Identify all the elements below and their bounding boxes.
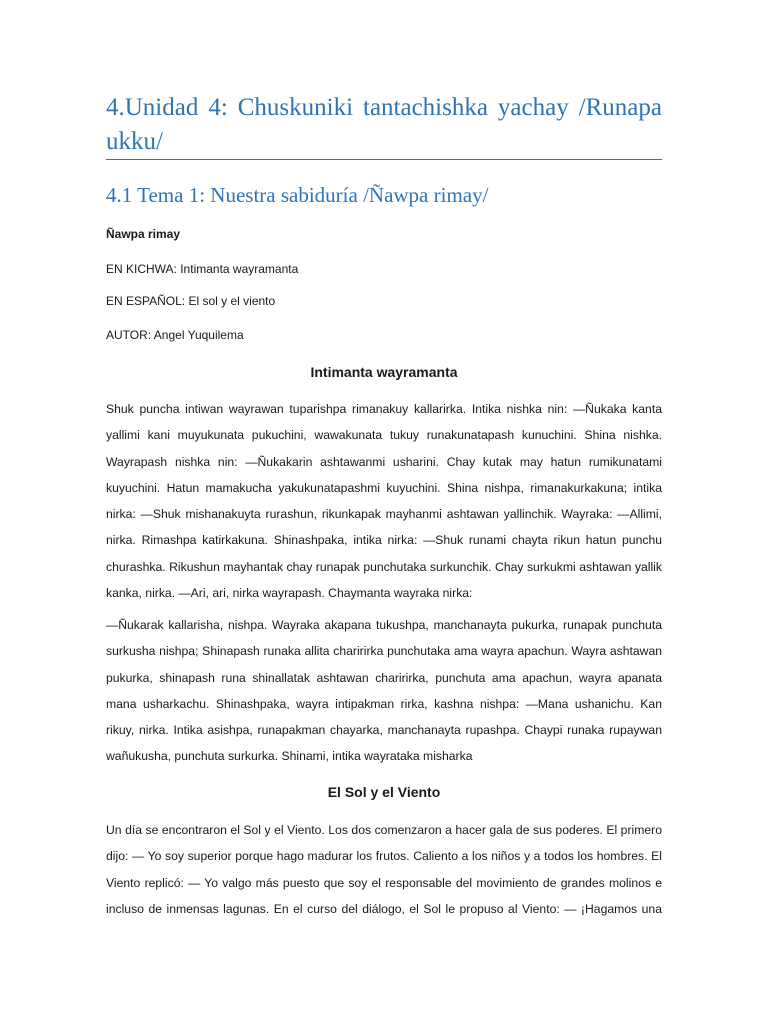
heading-unit: 4.Unidad 4: Chuskuniki tantachishka yachay /Runapa ukku/ <box>106 94 662 155</box>
heading-topic: 4.1 Tema 1: Nuestra sabiduría /Ñawpa rimay/ <box>106 183 489 207</box>
section-label: Ñawpa rimay <box>106 227 181 241</box>
paragraph-kichwa-1: Shuk puncha intiwan wayrawan tuparishpa rimanakuy kallarirka. Intika nishka nin: —Ñukaka kanta yallimi kani muyukunata pukuchini, wawakunata tukuy runakunatapash kunuchini. Shina nishka. Wayrapash nishka nin: —Ñukakarin ashtawanmi usharini. Chay kutak may hatun rumikunatami kuyuchini. Hatun mamakucha yakukunatapashmi kuyuchini. Shina nishpa, rimanakurkakuna; intika nirka: —Shuk mishanakuyta rurashun, rikunkapak mayhanmi ashtawan yallinchik. Wayraka: —Allimi, nirka. Rimashpa katirkakuna. Shinashpaka, intika nirka: —Shuk runami chayta rikun hatun punchu churashka. Rikushun mayhantak chay runapak punchutaka surkunchik. Chay surkukmi ashtawan yallik kanka, nirka. —Ari, ari, nirka wayrapash. Chaymanta wayraka nirka: <box>106 402 662 601</box>
paragraph-spanish: Un día se encontraron el Sol y el Viento. Los dos comenzaron a hacer gala de sus poderes. El primero dijo: — Yo soy superior porque hago madurar los frutos. Caliento a los niños y a todos los hombres. El Viento replicó: — Yo valgo más puesto que soy el responsable del movimiento de grandes molinos e incluso de inmensas lagunas. En el curso del diálogo, el Sol le propuso al Viento: — ¡Hagamos una <box>106 823 662 916</box>
story-title-spanish: El Sol y el Viento <box>327 784 441 800</box>
meta-espanol: EN ESPAÑOL: El sol y el viento <box>106 294 276 308</box>
meta-autor: AUTOR: Angel Yuquilema <box>106 328 244 342</box>
paragraph-kichwa-2: —Ñukarak kallarisha, nishpa. Wayraka akapana tukushpa, manchanayta pukurka, runapak punchuta surkusha nishpa; Shinapash runaka allita charirirka punchutaka ama wayra apachun. Wayra ashtawan pukurka, shinapash runa shinallatak ashtawan charirirka, punchuta ama apachun, wayra apanata mana usharkachu. Shinashpaka, wayra intipakman rirka, kashna nishpa: —Mana ushanichu. Kan rikuy, nirka. Intika asishpa, runapakman chayarka, manchanayta rupashpa. Chaypi runaka rupaywan wañukusha, punchuta surkurka. Shinami, intika wayrataka misharka <box>106 618 662 764</box>
heading-rule <box>106 159 662 160</box>
story-title-kichwa: Intimanta wayramanta <box>310 364 458 380</box>
meta-kichwa: EN KICHWA: Intimanta wayramanta <box>106 262 299 276</box>
